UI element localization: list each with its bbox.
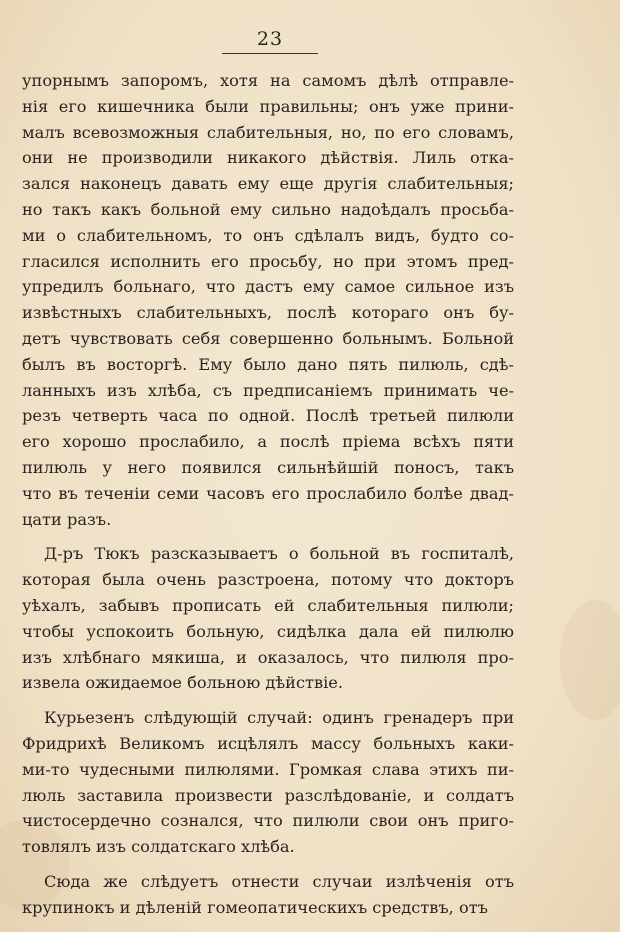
- paragraph-gap: [22, 532, 514, 541]
- text-line: чтобы успокоить больную, сидѣлка дала ей пилюлю: [22, 621, 514, 641]
- text-line: цати разъ.: [22, 509, 112, 529]
- text-line: малъ всевозможныя слабительныя, но, по его словамъ,: [22, 122, 514, 142]
- text-line: люль заставила произвести разслѣдованіе, и солдатъ: [22, 785, 514, 805]
- text-line: Курьезенъ слѣдующій случай: одинъ гренадеръ при: [44, 708, 514, 728]
- paragraph-gap: [22, 860, 514, 869]
- text-line: ланныхъ изъ хлѣба, съ предписаніемъ принимать че-: [22, 380, 514, 400]
- text-line: упорнымъ запоромъ, хотя на самомъ дѣлѣ отправле-: [22, 71, 514, 90]
- text-line: Д-ръ Тюкъ разсказываетъ о больной въ госпиталѣ,: [44, 544, 514, 564]
- paragraph: [22, 68, 514, 532]
- text-line: нія его кишечника были правильны; онъ уже прини-: [22, 96, 514, 116]
- text-line: которая была очень разстроена, потому что докторъ: [22, 570, 514, 590]
- paragraph: [22, 541, 514, 696]
- text-line: резъ четверть часа по одной. Послѣ третьей пилюли: [22, 406, 514, 426]
- text-line: Фридрихѣ Великомъ исцѣлялъ массу больныхъ каки-: [22, 733, 514, 753]
- text-line: извѣстныхъ слабительныхъ, послѣ котораго онъ бу-: [22, 303, 514, 323]
- text-line: они не производили никакого дѣйствія. Лиль отка-: [22, 148, 514, 168]
- body-text: [22, 68, 514, 921]
- text-line: упредилъ больнаго, что дастъ ему самое сильное изъ: [22, 277, 514, 297]
- text-line: ми-то чудесными пилюлями. Громкая слава этихъ пи-: [22, 759, 514, 779]
- text-line: что въ теченіи семи часовъ его прослабило болѣе двад-: [22, 483, 514, 503]
- header-rule: [222, 53, 318, 54]
- text-line: пилюль у него появился сильнѣйшій поносъ, такъ: [22, 457, 514, 477]
- paragraph: [22, 705, 514, 860]
- paper-stain: [560, 600, 620, 720]
- text-line: детъ чувствовать себя совершенно больнымъ. Больной: [22, 328, 514, 348]
- text-line: извела ожидаемое больною дѣйствіе.: [22, 673, 343, 693]
- text-line: но такъ какъ больной ему сильно надоѣдалъ просьба-: [22, 199, 514, 219]
- page-number: 23: [256, 28, 284, 50]
- text-line: товлялъ изъ солдатскаго хлѣба.: [22, 837, 295, 857]
- paragraph-gap: [22, 696, 514, 705]
- text-line: ми о слабительномъ, то онъ сдѣлалъ видъ, будто со-: [22, 225, 514, 245]
- text-line: чистосердечно сознался, что пилюли свои онъ приго-: [22, 811, 514, 831]
- text-line: крупинокъ и дѣленій гомеопатическихъ средствъ, отъ: [22, 897, 488, 917]
- text-line: былъ въ восторгѣ. Ему было дано пять пилюль, сдѣ-: [22, 354, 514, 374]
- text-line: зался наконецъ давать ему еще другія слабительныя;: [22, 174, 514, 194]
- text-line: Сюда же слѣдуетъ отнести случаи излѣченія отъ: [44, 871, 514, 891]
- text-line: гласился исполнить его просьбу, но при этомъ пред-: [22, 251, 514, 271]
- text-line: уѣхалъ, забывъ прописать ей слабительныя пилюли;: [22, 595, 514, 615]
- text-line: изъ хлѣбнаго мякиша, и оказалось, что пилюля про-: [22, 647, 514, 667]
- text-line: его хорошо прослабило, а послѣ пріема всѣхъ пяти: [22, 432, 514, 452]
- paragraph: [22, 869, 514, 921]
